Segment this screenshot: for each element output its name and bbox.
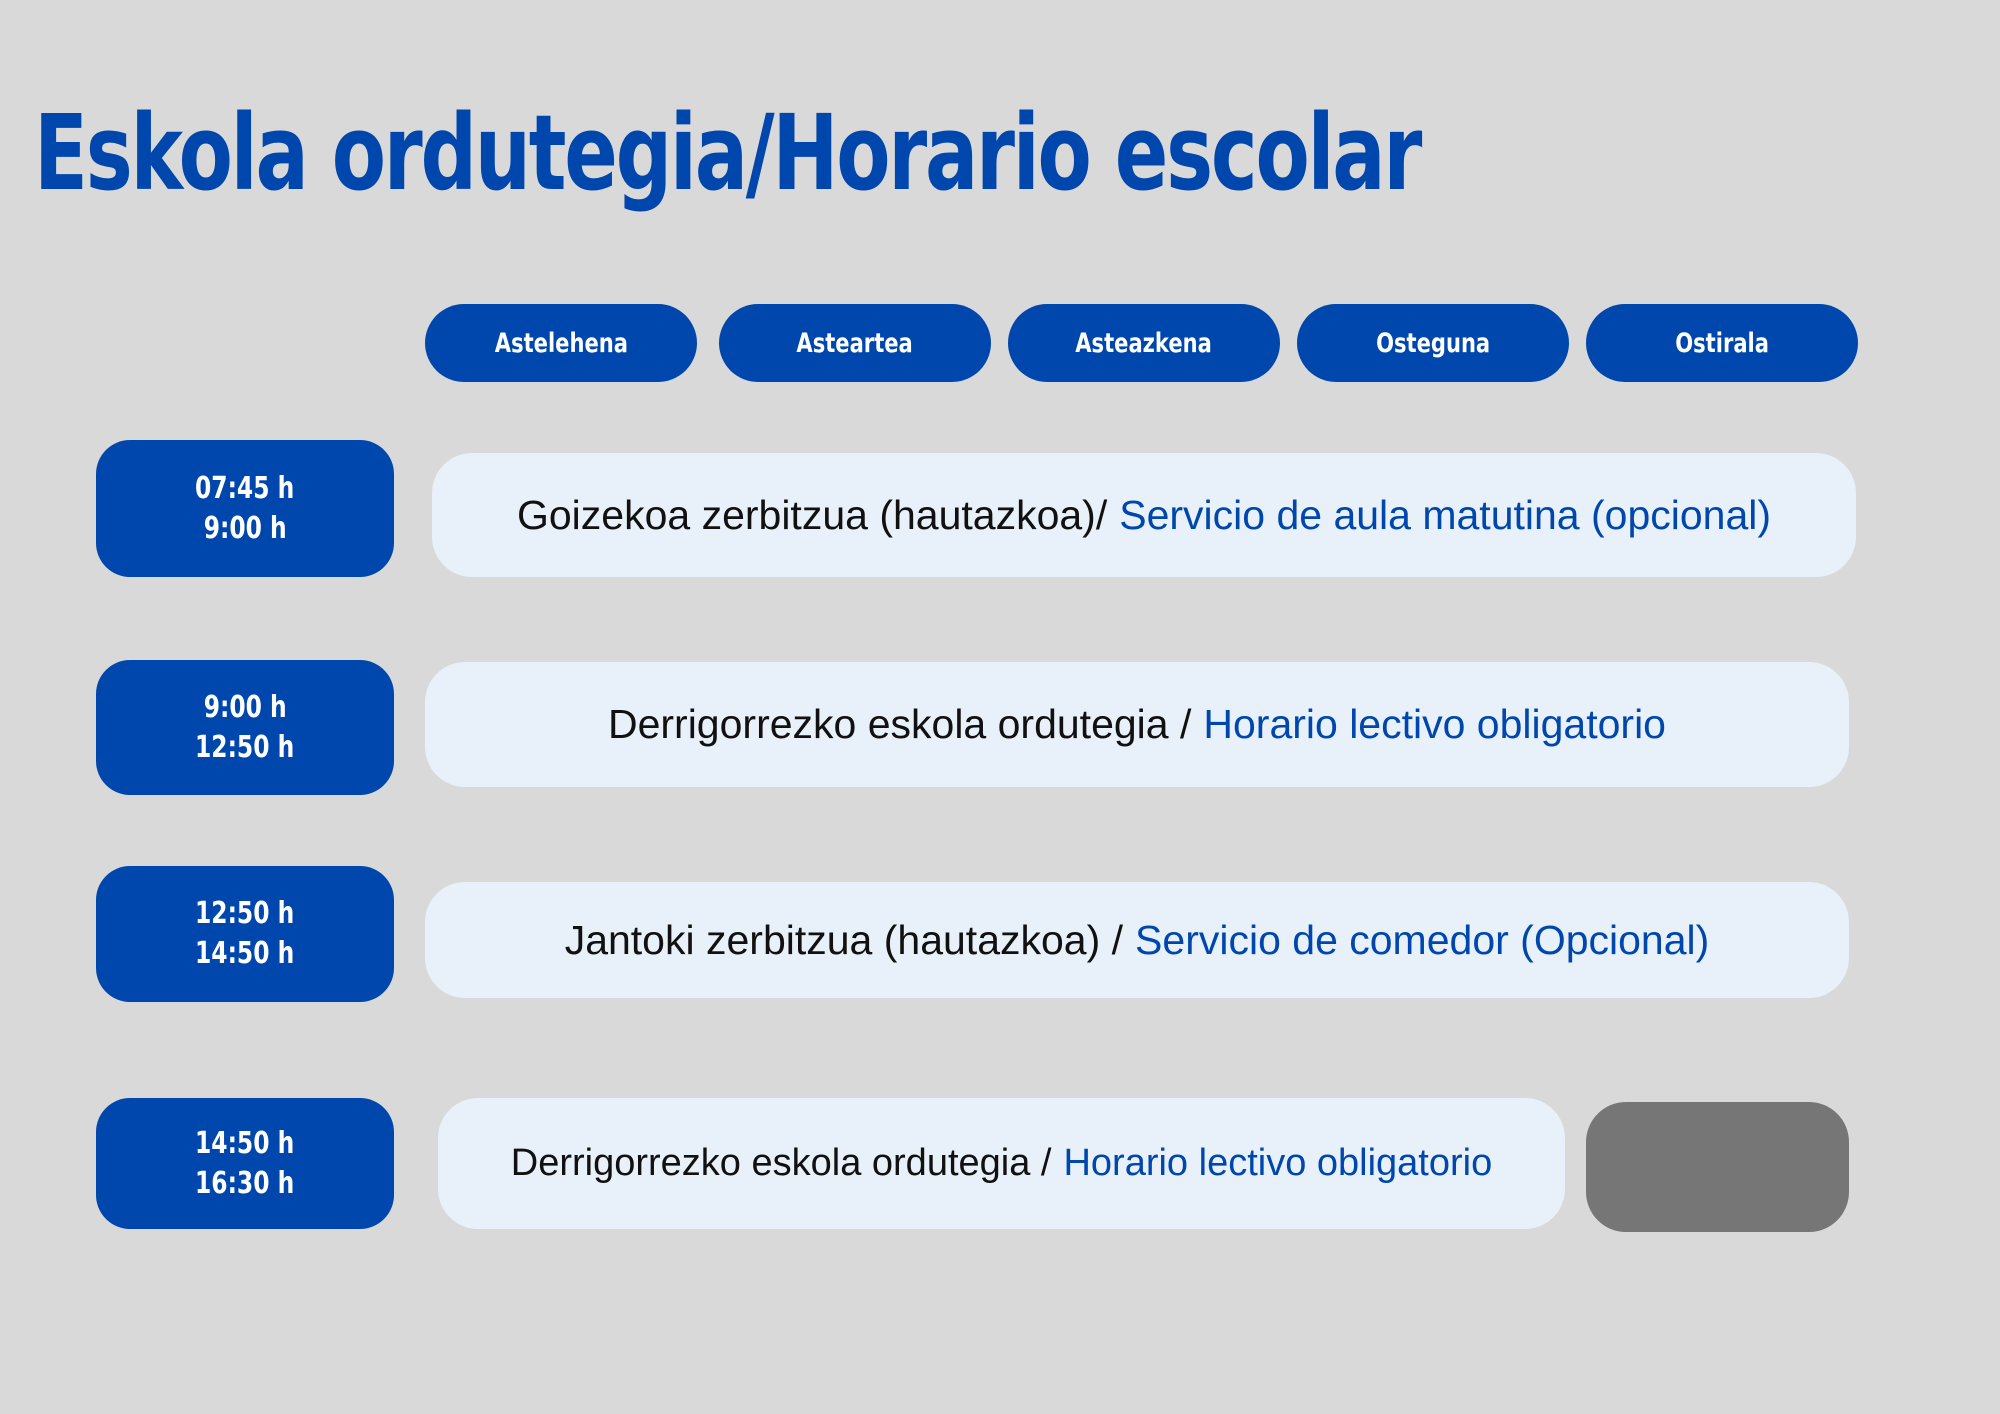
activity-spanish: Horario lectivo obligatorio bbox=[1063, 1142, 1493, 1184]
day-header-monday bbox=[425, 304, 697, 382]
activity-spanish: Servicio de comedor (Opcional) bbox=[1135, 916, 1710, 963]
activity-spanish: Horario lectivo obligatorio bbox=[1203, 701, 1666, 747]
time-slot-1 bbox=[96, 440, 394, 577]
day-header-wednesday bbox=[1008, 304, 1280, 382]
activity-basque: Derrigorrezko eskola ordutegia / bbox=[607, 701, 1192, 747]
day-label: Asteazkena bbox=[1075, 327, 1213, 359]
day-header-thursday bbox=[1297, 304, 1569, 382]
time-start: 12:50 h bbox=[195, 896, 295, 931]
day-header-friday bbox=[1586, 304, 1858, 382]
activity-row-1 bbox=[432, 453, 1856, 577]
activity-row-2 bbox=[425, 662, 1849, 787]
empty-friday-slot bbox=[1586, 1102, 1849, 1232]
time-start: 9:00 h bbox=[203, 689, 287, 725]
day-label: Osteguna bbox=[1375, 327, 1491, 359]
time-start: 14:50 h bbox=[195, 1125, 295, 1161]
time-slot-3 bbox=[96, 866, 394, 1002]
activity-basque: Derrigorrezko eskola ordutegia / bbox=[510, 1142, 1052, 1184]
activity-row-3 bbox=[425, 882, 1849, 998]
day-label: Asteartea bbox=[796, 327, 914, 359]
day-header-tuesday bbox=[719, 304, 991, 382]
page-title: Eskola ordutegia/Horario escolar bbox=[34, 92, 1421, 214]
time-end: 14:50 h bbox=[195, 936, 295, 971]
activity-spanish: Servicio de aula matutina (opcional) bbox=[1119, 491, 1772, 538]
time-end: 16:30 h bbox=[195, 1165, 295, 1201]
time-slot-2 bbox=[96, 660, 394, 795]
activity-basque: Jantoki zerbitzua (hautazkoa) / bbox=[564, 916, 1124, 963]
time-start: 07:45 h bbox=[195, 470, 295, 506]
day-label: Astelehena bbox=[494, 327, 628, 359]
time-end: 9:00 h bbox=[203, 510, 287, 546]
day-label: Ostirala bbox=[1675, 327, 1769, 359]
activity-basque: Goizekoa zerbitzua (hautazkoa)/ bbox=[516, 491, 1108, 538]
time-slot-4 bbox=[96, 1098, 394, 1229]
time-end: 12:50 h bbox=[195, 729, 295, 765]
activity-row-4 bbox=[438, 1098, 1565, 1229]
